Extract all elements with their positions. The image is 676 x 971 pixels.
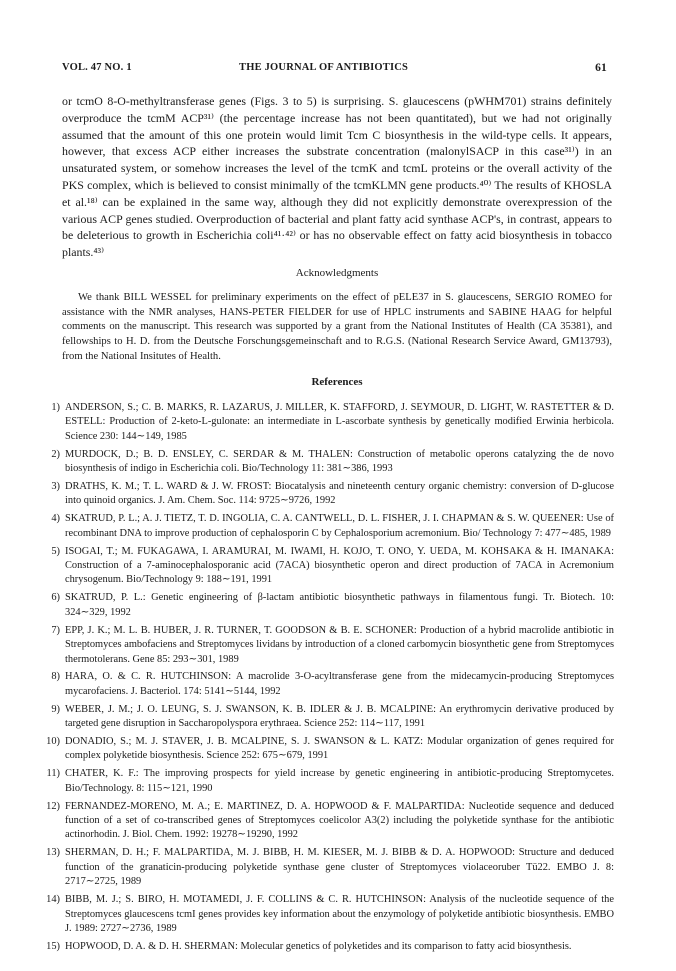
reference-item — [42, 448, 614, 477]
reference-number: 2) — [51, 448, 60, 460]
reference-item — [42, 735, 614, 764]
reference-number: 10) — [46, 736, 60, 748]
reference-text: SHERMAN, D. H.; F. MALPARTIDA, M. J. BIBB, H. M. KIESER, M. J. BIBB & D. A. HOPWOOD: Structure and deduced function of the granaticin-producing polyketide synthase gene cluster of Streptomyces violaceoruber Tü22. EMBO J. 8: 2717∼2725, 1989 — [65, 847, 614, 888]
reference-item — [42, 512, 614, 541]
reference-item — [42, 893, 614, 936]
journal-title: THE JOURNAL OF ANTIBIOTICS — [239, 62, 409, 73]
reference-item — [42, 624, 614, 667]
reference-text: SKATRUD, P. L.; A. J. TIETZ, T. D. INGOLIA, C. A. CANTWELL, D. L. FISHER, J. I. CHAPMAN & S. W. QUEENER: Use of recombinant DNA to improve production of cephalosporin C by Cephalosporium acremonium. Bio/ Technology 7: 477∼485, 1989 — [65, 513, 614, 539]
reference-text: CHATER, K. F.: The improving prospects for yield increase by genetic engineering in antibiotic-producing Streptomycetes. Bio/Technology. 8: 115∼121, 1990 — [65, 768, 614, 794]
reference-item — [42, 767, 614, 796]
references-heading: References — [311, 376, 363, 388]
reference-number: 15) — [46, 940, 60, 952]
reference-number: 12) — [46, 800, 60, 812]
reference-number: 9) — [51, 703, 60, 715]
reference-list — [42, 401, 614, 958]
reference-text: SKATRUD, P. L.: Genetic engineering of β-lactam antibiotic biosynthetic pathways in filamentous fungi. Tr. Biotech. 10: 324∼329, 1992 — [65, 592, 614, 618]
reference-number: 13) — [46, 847, 60, 859]
reference-number: 4) — [51, 513, 60, 525]
reference-item — [42, 480, 614, 509]
reference-text: BIBB, M. J.; S. BIRO, H. MOTAMEDI, J. F. COLLINS & C. R. HUTCHINSON: Analysis of the nucleotide sequence of the Streptomyces glaucescens tcmI genes provides key information about the enzymology of polyketide antibiotic biosynthesis. EMBO J. 1989: 2727∼2736, 1989 — [65, 894, 614, 934]
reference-text: DRATHS, K. M.; T. L. WARD & J. W. FROST: Biocatalysis and nineteenth century organic chemistry: conversion of D-glucose into quinoid organics. J. Am. Chem. Soc. 114: 9725∼9726, 1992 — [65, 481, 614, 507]
acknowledgments-block — [62, 291, 612, 365]
acknowledgments-text: We thank BILL WESSEL for preliminary experiments on the effect of pELE37 in S. glaucescens, SERGIO ROMEO for assistance with the NMR analyses, HANS-PETER FIELDER for use of HPLC instruments and SABINE HAAG for helpful comments on the manuscript. This research was supported by a grant from the National Institutes of Health (CA 35381), and fellowships to H. D. from the Deutsche Forschungsgemeinschaft and to R.G.S. (National Research Service Award, GM13793), from the National Insitutes of Health. — [62, 292, 612, 362]
volume-issue: VOL. 47 NO. 1 — [62, 62, 132, 73]
reference-item — [42, 670, 614, 699]
reference-item — [42, 591, 614, 620]
reference-number: 7) — [51, 624, 60, 636]
reference-text: WEBER, J. M.; J. O. LEUNG, S. J. SWANSON, K. B. IDLER & J. B. MCALPINE: An erythromycin derivative produced by targeted gene disruption in Saccharopolyspora erythraea. Science 252: 114∼117, 1991 — [65, 703, 614, 730]
reference-text: MURDOCK, D.; B. D. ENSLEY, C. SERDAR & M. THALEN: Construction of metabolic operons catalyzing the de novo biosynthesis of indigo in Escherichia coli. Bio/Technology 11: 381∼386, 1993 — [65, 448, 614, 475]
reference-number: 1) — [51, 402, 60, 413]
reference-number: 5) — [51, 545, 60, 557]
reference-number: 14) — [46, 894, 60, 906]
reference-text: DONADIO, S.; M. J. STAVER, J. B. MCALPINE, S. J. SWANSON & L. KATZ: Modular organization of genes required for complex polyketide biosynthesis. Science 252: 675∼679, 1991 — [65, 736, 614, 762]
page-number: 61 — [595, 62, 607, 74]
reference-number: 6) — [51, 592, 60, 604]
body-paragraph-block — [62, 93, 612, 261]
reference-number: 11) — [46, 768, 60, 780]
reference-item — [42, 545, 614, 588]
reference-text: FERNANDEZ-MORENO, M. A.; E. MARTINEZ, D. A. HOPWOOD & F. MALPARTIDA: Nucleotide sequence and deduced function of a set of co-transcribed genes of Streptomyces coelicolor A3(2) including the polyketide synthase for the antibiotic actinorhodin. J. Biol. Chem. 1992: 19278∼19290, 1992 — [65, 800, 614, 841]
reference-text: HOPWOOD, D. A. & D. H. SHERMAN: Molecular genetics of polyketides and its comparison to fatty acid biosynthesis. — [65, 940, 572, 952]
reference-text: EPP, J. K.; M. L. B. HUBER, J. R. TURNER, T. GOODSON & B. E. SCHONER: Production of a hybrid macrolide antibiotic in Streptomyces ambofaciens and Streptomyces lividans by introduction of a cloned carbomycin biosynthetic gene from Streptomyces thermotolerans. Gene 85: 293∼301, 1989 — [65, 624, 614, 665]
reference-item — [42, 846, 614, 889]
reference-number: 8) — [51, 671, 60, 683]
reference-text: ANDERSON, S.; C. B. MARKS, R. LAZARUS, J. MILLER, K. STAFFORD, J. SEYMOUR, D. LIGHT, W. RASTETTER & D. ESTELL: Production of 2-keto-L-gulonate: an intermediate in L-ascorbate synthesis by genetically modified Erwinia herbicola. Science 230: 144∼149, 1985 — [65, 402, 614, 442]
reference-text: ISOGAI, T.; M. FUKAGAWA, I. ARAMURAI, M. IWAMI, H. KOJO, T. ONO, Y. UEDA, M. KOHSAKA & H. IMANAKA: Construction of a 7-aminocephalosporanic acid (7ACA) biosynthetic operon and direct production of 7ACA in Acremonium chrysogenum. Bio/Technology 9: 188∼191, 1991 — [65, 545, 614, 586]
reference-item — [42, 800, 614, 843]
reference-item — [42, 703, 614, 732]
acknowledgments-heading: Acknowledgments — [295, 267, 379, 279]
body-paragraph: or tcmO 8-O-methyltransferase genes (Figs. 3 to 5) is surprising. S. glaucescens (pWHM701) strains definitely overproduce the tcmM ACP³¹⁾ (the percentage increase has not been quantitated), but we had not originally assumed that the amount of this one protein would limit Tcm C biosynthesis in the wild-type cells. It appears, however, that excess ACP either increases the substrate concentration (malonylSACP in this case³¹⁾) in an unsaturated system, or somehow increases the level of the tcmK and tcmL proteins or the overall activity of the PKS complex, which is believed to consist minimally of the tcmKLMN gene products.⁴⁰⁾ The results of KHOSLA et al.¹⁸⁾ can be explained in the same way, although they did not explicitly demonstrate overexpression of the various ACP genes studied. Overproduction of bacterial and plant fatty acid synthase ACP's, in contrast, appears to be deleterious to growth in Escherichia coli⁴¹·⁴²⁾ or has no observable effect on fatty acid biosynthesis in tobacco plants.⁴³⁾ — [62, 94, 612, 260]
reference-text: HARA, O. & C. R. HUTCHINSON: A macrolide 3-O-acyltransferase gene from the midecamycin-producing Streptomyces mycarofaciens. J. Bacteriol. 174: 5141∼5144, 1992 — [65, 671, 614, 697]
reference-item — [42, 401, 614, 444]
reference-item — [42, 940, 614, 954]
reference-number: 3) — [51, 481, 60, 493]
running-header — [62, 62, 610, 78]
